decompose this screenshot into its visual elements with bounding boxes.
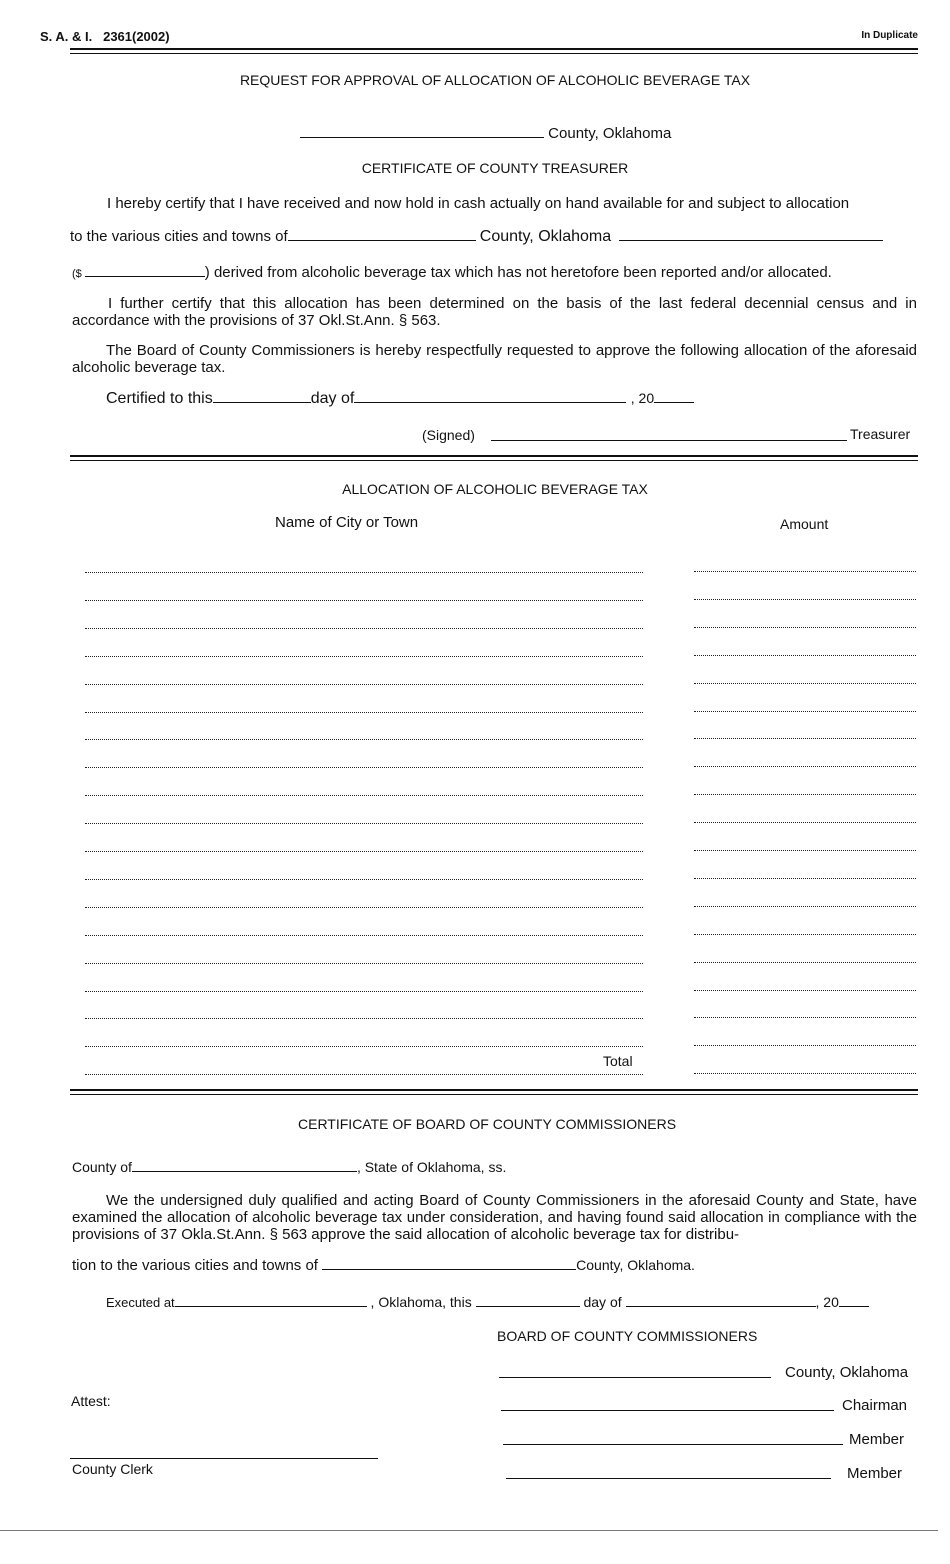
chairman-label: Chairman bbox=[842, 1397, 908, 1414]
attest-label: Attest: bbox=[71, 1393, 111, 1409]
treasurer-line-2 bbox=[70, 228, 883, 246]
certified-month-field[interactable] bbox=[354, 401, 626, 403]
dollar-open: ($ bbox=[72, 268, 82, 280]
amount-line[interactable] bbox=[694, 711, 916, 712]
city-name-line[interactable] bbox=[85, 656, 643, 657]
city-name-line[interactable] bbox=[85, 572, 643, 573]
member1-label: Member bbox=[849, 1431, 905, 1448]
amount-line[interactable] bbox=[694, 990, 916, 991]
treasurer-signature-line[interactable] bbox=[491, 440, 847, 441]
city-name-line[interactable] bbox=[85, 600, 643, 601]
city-name-line[interactable] bbox=[85, 879, 643, 880]
signed-label: (Signed) bbox=[422, 427, 475, 443]
county-name-field[interactable] bbox=[300, 136, 544, 138]
towns-field[interactable] bbox=[288, 239, 476, 241]
total-label: Total bbox=[603, 1053, 633, 1069]
amount-held-field[interactable] bbox=[85, 275, 205, 277]
county-heading-line bbox=[300, 125, 671, 142]
executed-day-label: day of bbox=[583, 1294, 622, 1310]
member2-signature-line[interactable] bbox=[506, 1478, 831, 1479]
amount-line[interactable] bbox=[694, 683, 916, 684]
treasurer-line-1: I hereby certify that I have received and now hold in cash actually on hand available for and subject to allocation bbox=[107, 195, 850, 212]
city-name-line[interactable] bbox=[85, 1018, 643, 1019]
towns-label: to the various cities and towns of bbox=[70, 228, 288, 245]
member1-signature-line[interactable] bbox=[503, 1444, 843, 1445]
amount-line[interactable] bbox=[694, 738, 916, 739]
city-name-line[interactable] bbox=[85, 963, 643, 964]
city-name-line[interactable] bbox=[85, 795, 643, 796]
county-of-line bbox=[72, 1159, 506, 1175]
total-amount-line[interactable] bbox=[694, 1073, 916, 1074]
city-name-line[interactable] bbox=[85, 712, 643, 713]
column-header-amount: Amount bbox=[780, 516, 829, 532]
day-of-label: day of bbox=[310, 390, 355, 407]
amount-line[interactable] bbox=[694, 571, 916, 572]
distribution-label: tion to the various cities and towns of bbox=[72, 1257, 318, 1274]
board-county-label: County, Oklahoma bbox=[785, 1364, 909, 1381]
county-oklahoma-label: County, Oklahoma bbox=[479, 228, 612, 245]
request-title: REQUEST FOR APPROVAL OF ALLOCATION OF ALCOHOLIC BEVERAGE TAX bbox=[239, 72, 751, 88]
city-name-line[interactable] bbox=[85, 1046, 643, 1047]
amount-line[interactable] bbox=[694, 934, 916, 935]
amount-line[interactable] bbox=[694, 599, 916, 600]
member2-label: Member bbox=[847, 1465, 903, 1482]
certified-label: Certified to this bbox=[106, 390, 213, 407]
column-header-name: Name of City or Town bbox=[275, 514, 419, 531]
chairman-signature-line[interactable] bbox=[501, 1410, 834, 1411]
duplicate-note: In Duplicate bbox=[861, 30, 918, 41]
amount-line[interactable] bbox=[694, 822, 916, 823]
certified-day-field[interactable] bbox=[213, 401, 311, 403]
amount-line[interactable] bbox=[694, 850, 916, 851]
header-divider bbox=[70, 48, 918, 54]
amount-line[interactable] bbox=[694, 794, 916, 795]
census-paragraph: I further certify that this allocation has been determined on the basis of the last federal decennial census and in accordance with the provisions of 37 Okl.St.Ann. § 563. bbox=[72, 295, 917, 329]
treasurer-label: Treasurer bbox=[850, 426, 911, 442]
amount-line[interactable] bbox=[694, 962, 916, 963]
total-name-line[interactable] bbox=[85, 1074, 643, 1075]
board-request-paragraph: The Board of County Commissioners is hereby respectfully requested to approve the following allocation of the aforesaid alcoholic beverage tax. bbox=[72, 342, 917, 376]
executed-day-field[interactable] bbox=[476, 1305, 580, 1307]
executed-year-field[interactable] bbox=[839, 1305, 869, 1307]
county-of-field[interactable] bbox=[132, 1170, 357, 1172]
city-name-line[interactable] bbox=[85, 907, 643, 908]
amount-line[interactable] bbox=[694, 906, 916, 907]
executed-year-prefix: , 20 bbox=[815, 1294, 839, 1310]
treasurer-line-3 bbox=[72, 264, 832, 281]
executed-place-field[interactable] bbox=[175, 1305, 367, 1307]
county-clerk-signature-line[interactable] bbox=[70, 1458, 378, 1459]
executed-label: Executed at bbox=[106, 1295, 175, 1310]
state-label: , State of Oklahoma, ss. bbox=[356, 1159, 507, 1175]
city-name-line[interactable] bbox=[85, 628, 643, 629]
allocation-section-divider bbox=[70, 1089, 918, 1095]
derived-text: ) derived from alcoholic beverage tax which has not heretofore been reported and/or allocated. bbox=[204, 264, 832, 281]
treasurer-section-divider bbox=[70, 455, 918, 461]
form-number: S. A. & I. 2361(2002) bbox=[40, 29, 170, 44]
amount-line[interactable] bbox=[694, 1045, 916, 1046]
year-prefix: , 20 bbox=[630, 390, 655, 406]
executed-line bbox=[106, 1294, 869, 1310]
certified-line bbox=[106, 390, 694, 408]
city-name-line[interactable] bbox=[85, 823, 643, 824]
city-name-line[interactable] bbox=[85, 851, 643, 852]
city-name-line[interactable] bbox=[85, 739, 643, 740]
board-county-line[interactable] bbox=[499, 1377, 771, 1378]
city-name-line[interactable] bbox=[85, 684, 643, 685]
city-name-line[interactable] bbox=[85, 935, 643, 936]
certified-year-field[interactable] bbox=[654, 401, 694, 403]
county-heading-label: County, Oklahoma bbox=[548, 125, 672, 142]
board-paragraph: We the undersigned duly qualified and acting Board of County Commissioners in the aforesaid County and State, have examined the allocation of alcoholic beverage tax under consideration, and having found said allocation in compliance with the provisions of 37 Okla.St.Ann. § 563 approve the said allocation of alcoholic beverage tax for distribu- bbox=[72, 1192, 917, 1243]
distribution-county-label: County, Oklahoma. bbox=[576, 1257, 695, 1273]
amount-line[interactable] bbox=[694, 878, 916, 879]
distribution-line bbox=[72, 1257, 695, 1274]
city-name-line[interactable] bbox=[85, 767, 643, 768]
board-certificate-title: CERTIFICATE OF BOARD OF COUNTY COMMISSIONERS bbox=[298, 1116, 677, 1132]
board-commissioners-title: BOARD OF COUNTY COMMISSIONERS bbox=[497, 1328, 758, 1344]
amount-line[interactable] bbox=[694, 766, 916, 767]
amount-line[interactable] bbox=[694, 655, 916, 656]
amount-line[interactable] bbox=[694, 627, 916, 628]
page-bottom-rule bbox=[0, 1530, 938, 1531]
treasurer-certificate-title: CERTIFICATE OF COUNTY TREASURER bbox=[361, 160, 629, 176]
city-name-line[interactable] bbox=[85, 991, 643, 992]
allocation-title: ALLOCATION OF ALCOHOLIC BEVERAGE TAX bbox=[342, 481, 648, 497]
executed-month-field[interactable] bbox=[626, 1305, 816, 1307]
county-oklahoma-field[interactable] bbox=[619, 239, 883, 241]
county-clerk-label: County Clerk bbox=[72, 1461, 153, 1477]
amount-line[interactable] bbox=[694, 1017, 916, 1018]
executed-oklahoma-label: , Oklahoma, this bbox=[370, 1294, 472, 1310]
distribution-county-field[interactable] bbox=[322, 1268, 576, 1270]
county-of-label: County of bbox=[72, 1159, 132, 1175]
